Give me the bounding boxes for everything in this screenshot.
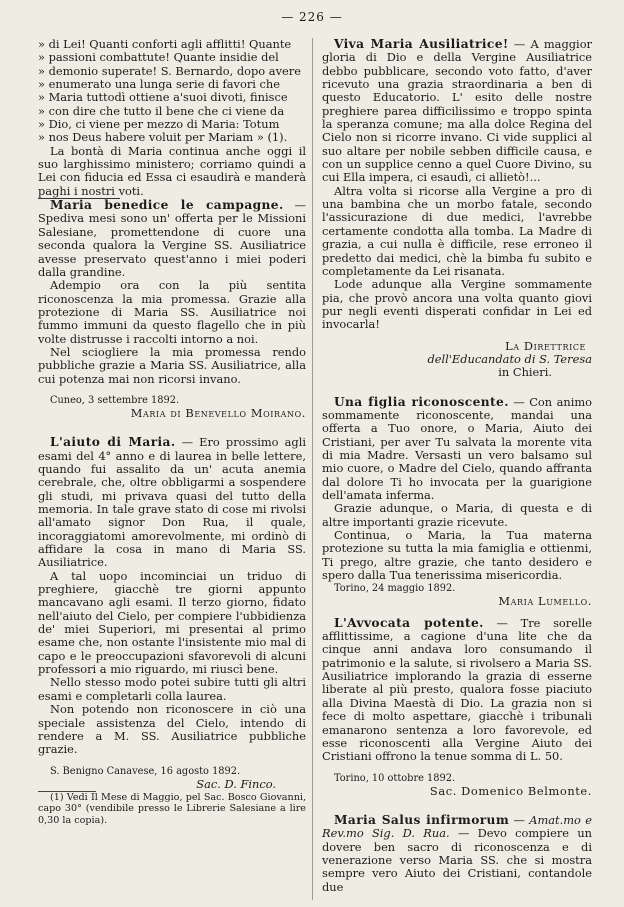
article-signature: Maria di Benevello Moirano. [130,405,306,420]
article-text: — Ero prossimo agli esami del 4° anno e di laurea in belle lettere, quando fui assalito da un' acuta anemia cerebrale, che, oltre obbligarmi a sospendere gli studi, mi privava quasi del tutto della memoria. In tale grave stato di cose mi rivolsi all'amato signor Don Rua, il quale, incoraggiatomi amorevolmente, mi ordinò di affidare la cosa in mano di Maria SS. Ausiliatrice. [38,435,307,570]
article-date: S. Benigno Canavese, 16 agosto 1892. [50,765,241,777]
article-text: Adempio ora con la più sentita riconoscenza la mia promessa. Grazie alla protezione di Maria SS. Ausiliatrice noi fummo immuni da questo flagello che in più volte distrusse i raccolti intorno a noi. [38,278,306,346]
footnote: (1) Vedi Il Mese di Maggio, pel Sac. Bosco Giovanni, capo 30° (vendibile presso le Librerie Salesiane a lire 0,30 la copia). [38,791,306,826]
article-text: Lode adunque alla Vergine sommamente pia, che provò ancora una volta quanto giovi pur negli eventi disperati confidar in Lei ed invocarla! [322,277,592,332]
left-column [38,38,306,826]
quote-line: » demonio superate! S. Bernardo, dopo avere [38,63,301,78]
article-avvocata-potente [322,617,592,798]
article-text: A tal uopo incominciai un triduo di preghiere, giacchè tre giorni appunto mancavano agli esami. Il terzo giorno, fidato nell'aiuto del Cielo, per compiere l'ubbidienza de' miei Superiori, mi presentai al primo esame che, non ostante l'insistente mio mal di capo e le preoccupazioni sfavorevoli di alcuni professori a mio riguardo, mi riuscì bene. [38,568,306,677]
article-signature: Sac. D. Finco. [196,776,276,791]
article-text: Grazie adunque, o Maria, di questa e di altre importanti grazie ricevute. [322,501,592,529]
article-signature: Maria Lumello. [498,594,592,609]
quote-line: » Dio, ci viene per mezzo di Maria: Totum [38,117,280,132]
quote-line: » di Lei! Quanti conforti agli afflitti! Quante [38,37,292,51]
article-aiuto-di-maria [38,436,306,791]
right-column [322,38,592,894]
article-date: Torino, 10 ottobre 1892. [334,772,456,784]
article-heading: Viva Maria Ausiliatrice! [334,37,509,51]
article-text: — Spediva mesi sono un' offerta per le Missioni Salesiane, promettendone di cuore una seconda qualora la Vergine SS. Ausiliatrice avesse preservato quest'anno i miei poderi dalla grandine. [38,198,306,279]
quote-block [38,38,306,145]
closing-paragraph: La bontà di Maria continua anche oggi il suo larghissimo ministero; corriamo quindi a Lei con fiducia ed Essa ci esaudirà e manderà paghi i nostri voti. [38,143,306,198]
article-heading: L'Avvocata potente. [334,615,484,630]
quote-line: » passioni combattute! Quante insidie del [38,50,279,65]
article-figlia-riconoscente [322,396,592,609]
article-signature: dell'Educandato di S. Teresa [427,351,592,366]
article-text: — Tre sorelle afflittissime, a cagione d'una lite che da cinque anni andava loro consumando il patrimonio e la salute, si rivolsero a Maria SS. Ausiliatrice implorando la grazia di esserne liberate al più presto, qualora fosse piaciuto alla Divina Maestà di Dio. La grazia non si fece di molto aspettare, giacchè i tribunali emanarono sentenza a loro favorevole, ed esse riconoscenti alla Vergine Aiuto dei Cristiani offrono la tenue somma di L. 50. [322,615,592,764]
article-text: Nel sciogliere la mia promessa rendo pubbliche grazie a Maria SS. Ausiliatrice, alla cui potenza mai non ricorsi invano. [38,344,306,386]
article-date: Torino, 24 maggio 1892. [334,583,456,595]
column-divider [312,38,313,900]
article-text: Altra volta si ricorse alla Vergine a pro di una bambina che un morbo fatale, secondo l'assicurazione di due medici, l'avrebbe certamente condotta alla tomba. La Madre di grazia, a cui nulla è difficile, rese erroneo il predetto dai medici, chè la bimba fu subito e completamente da Lei risanata. [322,183,592,278]
article-heading: Maria benedice le campagne. [50,198,284,213]
article-text: Continua, o Maria, la Tua materna protezione su tutta la mia famiglia e ottienmi, Ti prego, altre grazie, che tanto desidero e spero dalla Tua tenerissima misericordia. [322,528,592,583]
article-text: Non potendo non riconoscere in ciò una speciale assistenza del Cielo, intendo di rendere a M. SS. Ausiliatrice pubbliche grazie. [38,702,306,757]
article-signature: in Chieri. [498,365,552,380]
quote-line: » con dire che tutto il bene che ci viene da [38,103,285,118]
article-heading: Una figlia riconoscente. [334,394,509,409]
article-text: — Con animo sommamente riconoscente, mandai una offerta a Tuo onore, o Maria, Aiuto dei Cristiani, per aver Tu salvata la morente vita di mia Madre. Versasti un vero balsamo sul mio cuore, o Madre del Cielo, quando affranta dal dolore Ti ho invocata per la guarigione dell'amata inferma. [322,394,592,502]
article-text: — Devo compiere un dovere ben sacro di riconoscenza e di venerazione verso Maria SS. che si mostra sempre vero Aiuto dei Cristiani, contandole due [322,826,592,894]
quote-line: » Maria tuttodì ottiene a'suoi divoti, finisce [38,90,288,105]
article-heading: Maria Salus infirmorum [334,812,510,827]
quote-line: » nos Deus habere voluit per Mariam » (1). [38,130,288,145]
article-maria-benedice [38,199,306,420]
page-number: — 226 — [281,10,343,24]
quote-line: » enumerato una lunga serie di favori che [38,77,280,92]
article-heading: L'aiuto di Maria. [50,435,176,450]
article-signature: La Direttrice [505,338,586,353]
article-date: Cuneo, 3 settembre 1892. [50,394,180,406]
article-salutation: — Amat.mo e Rev.mo Sig. D. Rua. [322,812,592,841]
article-signature: Sac. Domenico Belmonte. [429,783,592,798]
article-viva-maria [322,38,592,380]
article-text: Nello stesso modo potei subire tutti gli altri esami e completarli colla laurea. [38,675,306,703]
article-text: — A maggior gloria di Dio e della Vergine Ausiliatrice debbo pubblicare, secondo voto fatto, d'aver ricevuto una grazia straordinaria a ben di questo Educatorio. L' esito delle nostre preghiere parea difficilissimo e troppo spinta la speranza comune; ma alla dolce Regina del Cielo non si ricorre invano. Ci vide supplici al suo altare per nobile sebben difficile causa, e con un supplice cenno a quel Cuore Divino, su cui Ella impera, ci esaudì, ci allietò!... [322,37,592,185]
article-salus-infirmorum [322,814,592,894]
